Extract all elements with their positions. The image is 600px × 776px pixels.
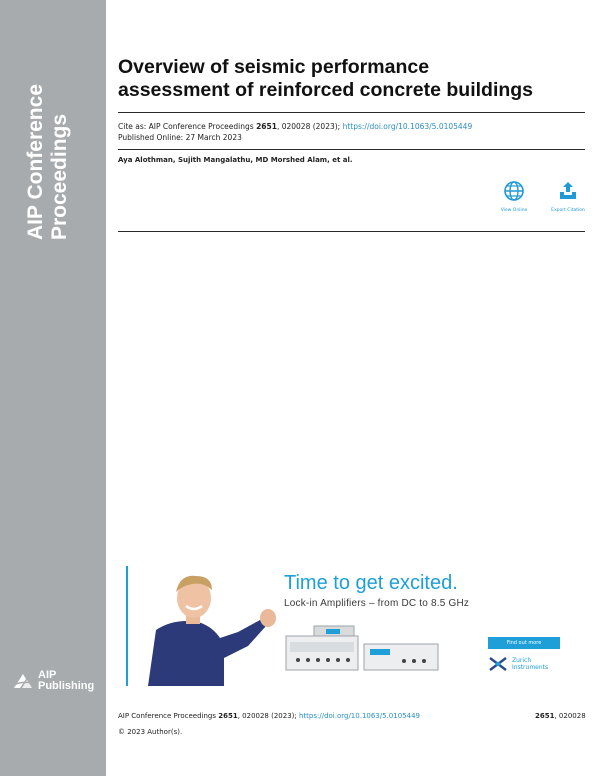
brand-name: [512, 657, 548, 671]
footer-citation-volume: 2651: [218, 712, 238, 720]
export-icon: [557, 180, 579, 202]
page-identifier: [535, 712, 586, 720]
page-number: , 020028: [554, 712, 586, 720]
view-online-label: View Online: [500, 208, 528, 213]
publisher-name-line2: Publishing: [38, 680, 95, 692]
article-title: [118, 56, 588, 102]
journal-name: [24, 30, 72, 240]
authors: Aya Alothman, Sujith Mangalathu, MD Morshed Alam, et al.: [118, 156, 353, 164]
zurich-logo-icon: [488, 656, 508, 672]
published-date: Published Online: 27 March 2023: [118, 133, 242, 142]
divider: [118, 231, 585, 232]
article-title-line2: assessment of reinforced concrete buildings: [118, 79, 534, 101]
divider: [118, 112, 585, 113]
article-title-line1: Overview of seismic performance: [118, 56, 430, 78]
brand-line1: Zurich: [512, 657, 532, 664]
publisher-name-line1: AIP: [38, 669, 57, 681]
publisher-name: [38, 670, 94, 692]
zurich-instruments-logo: [488, 656, 548, 672]
advertisement-banner[interactable]: [126, 566, 588, 686]
journal-sidebar: [0, 0, 106, 776]
export-citation-label: Export Citation: [551, 208, 585, 213]
footer-citation: [118, 712, 420, 720]
publisher-logo[interactable]: [12, 670, 94, 692]
cite-volume: 2651: [256, 122, 277, 131]
footer-citation-rest: , 020028 (2023);: [237, 712, 299, 720]
footer-citation-prefix: AIP Conference Proceedings: [118, 712, 219, 720]
journal-name-line2: Proceedings: [48, 113, 71, 240]
instruments-image: [284, 624, 484, 674]
copyright-notice: © 2023 Author(s).: [118, 728, 183, 736]
aip-logo-icon: [12, 671, 34, 691]
footer-doi-link[interactable]: https://doi.org/10.1063/5.0105449: [298, 712, 420, 720]
journal-name-line1: AIP Conference: [24, 84, 47, 240]
globe-icon: [503, 180, 525, 202]
page-volume: 2651: [535, 712, 555, 720]
divider: [118, 149, 585, 150]
export-citation-button[interactable]: [546, 180, 590, 213]
doi-link[interactable]: https://doi.org/10.1063/5.0105449: [342, 122, 473, 131]
find-out-more-button[interactable]: Find out more: [488, 637, 560, 649]
person-photo: [128, 568, 278, 686]
view-online-button[interactable]: [492, 180, 536, 213]
ad-headline: Time to get excited.: [284, 572, 458, 594]
cite-prefix: Cite as: AIP Conference Proceedings: [118, 122, 257, 131]
cite-rest: , 020028 (2023);: [276, 122, 343, 131]
ad-subline: Lock-in Amplifiers – from DC to 8.5 GHz: [284, 598, 470, 609]
brand-line2: Instruments: [512, 664, 549, 671]
